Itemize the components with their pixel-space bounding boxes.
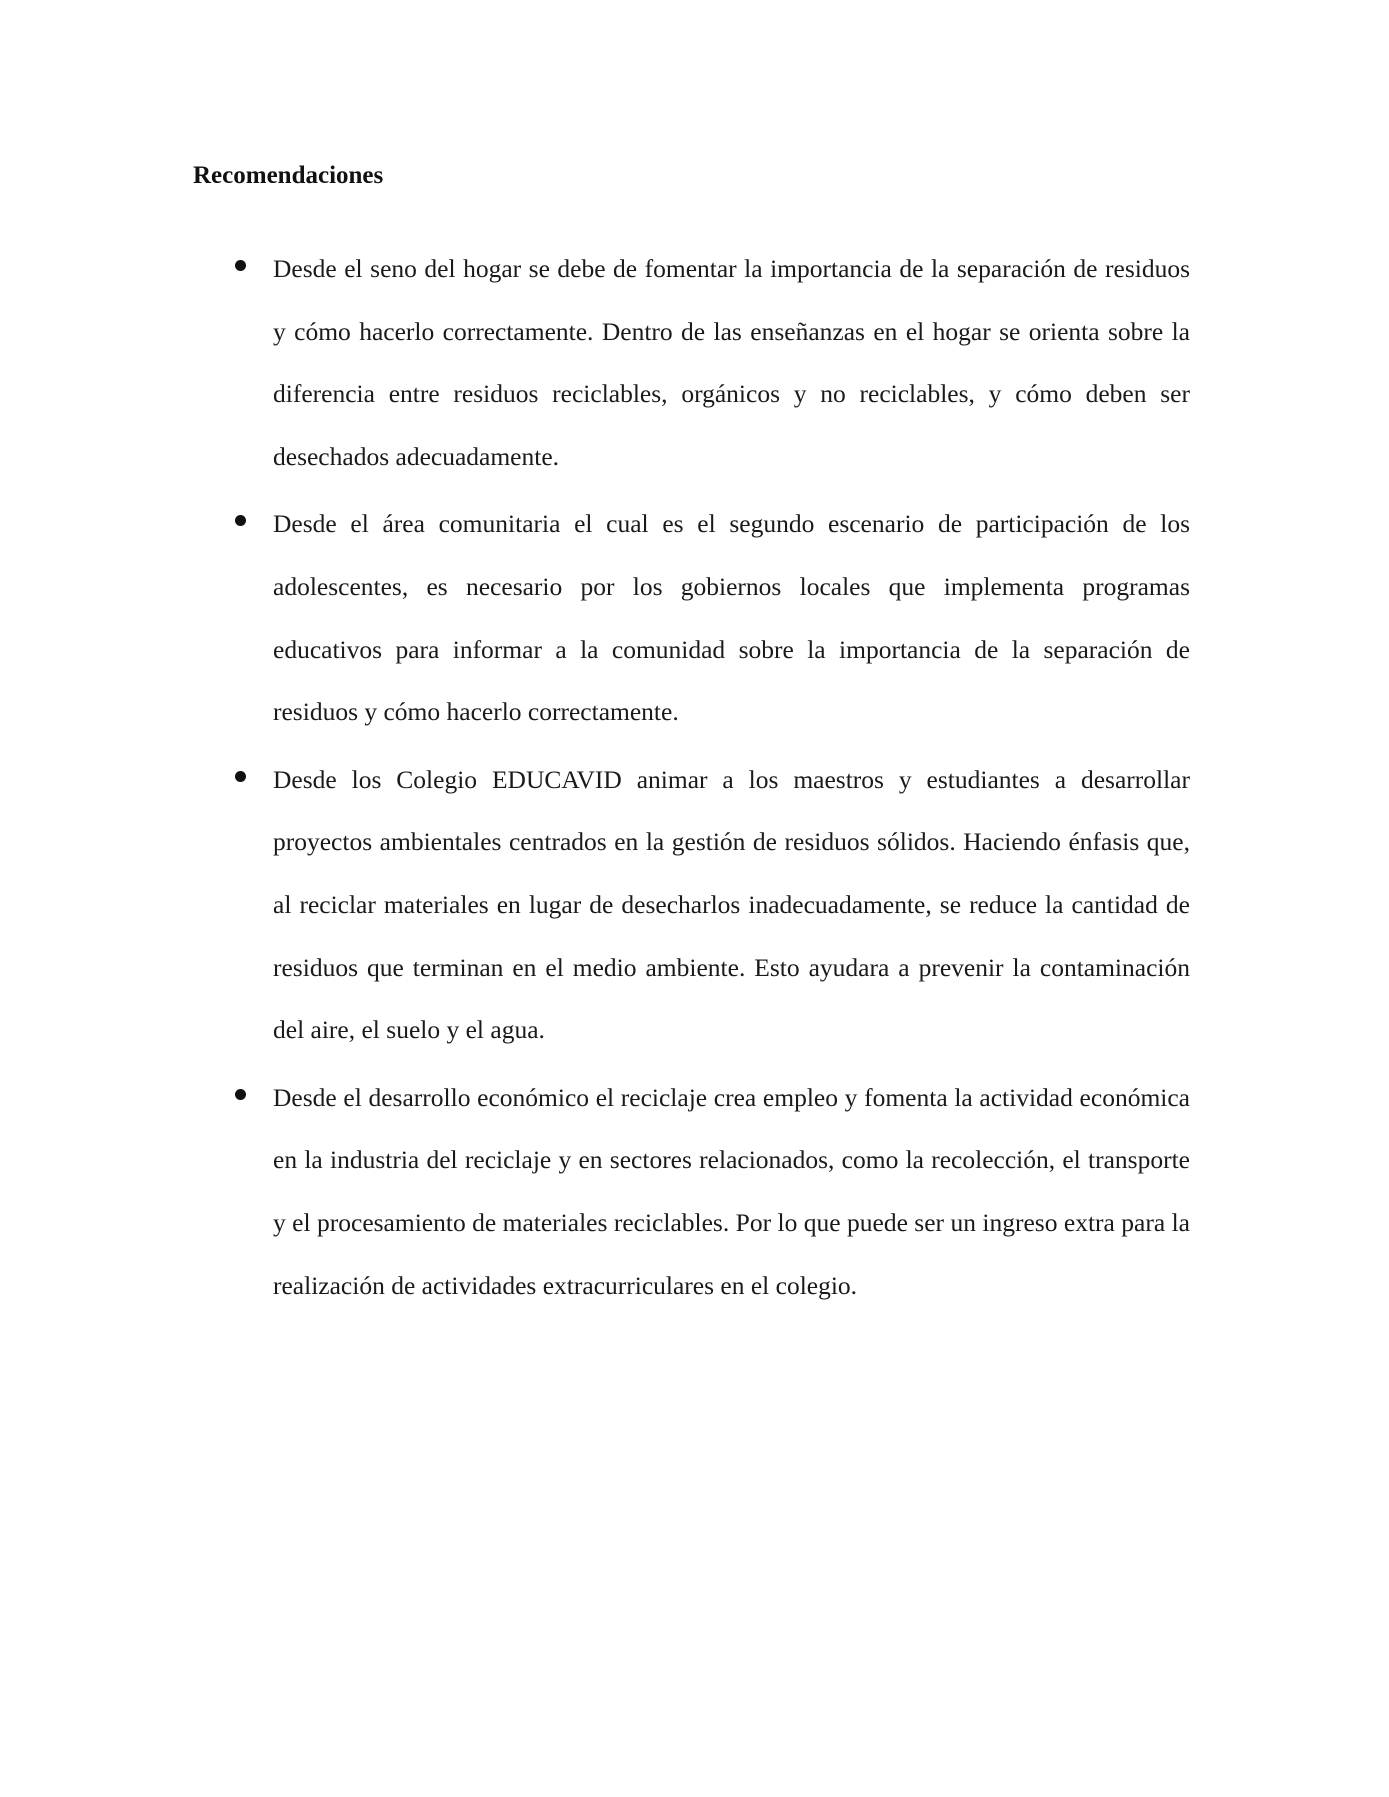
recommendation-text: Desde el área comunitaria el cual es el segundo escenario de participación de los adolescentes, es necesario por los gobiernos locales que implementa programas educativos para informar a la comunidad sobre la importancia de la separación de residuos y cómo hacerlo correctamente. — [273, 509, 1190, 727]
bullet-icon — [235, 771, 246, 782]
section-heading: Recomendaciones — [193, 162, 384, 189]
recommendation-text: Desde el seno del hogar se debe de fomentar la importancia de la separación de residuos y cómo hacerlo correctamente. Dentro de las enseñanzas en el hogar se orienta sobre la diferencia entre residuos reciclables, orgánicos y no reciclables, y cómo deben ser desechados adecuadamente. — [273, 254, 1190, 471]
bullet-icon — [235, 515, 246, 526]
bullet-icon — [235, 260, 246, 271]
bullet-icon — [235, 1089, 246, 1100]
list-item — [273, 749, 1190, 1062]
recommendations-list — [273, 238, 1190, 1322]
list-item — [273, 238, 1190, 488]
list-item — [273, 1067, 1190, 1317]
list-item — [273, 493, 1190, 743]
recommendation-text: Desde los Colegio EDUCAVID animar a los maestros y estudiantes a desarrollar proyectos ambientales centrados en la gestión de residuos sólidos. Haciendo énfasis que, al reciclar materiales en lugar de desecharlos inadecuadamente, se reduce la cantidad de residuos que terminan en el medio ambiente. Esto ayudara a prevenir la contaminación del aire, el suelo y el agua. — [273, 764, 1190, 1045]
recommendation-text: Desde el desarrollo económico el reciclaje crea empleo y fomenta la actividad económica en la industria del reciclaje y en sectores relacionados, como la recolección, el transporte y el procesamiento de materiales reciclables. Por lo que puede ser un ingreso extra para la realización de actividades extracurriculares en el colegio. — [273, 1082, 1190, 1300]
